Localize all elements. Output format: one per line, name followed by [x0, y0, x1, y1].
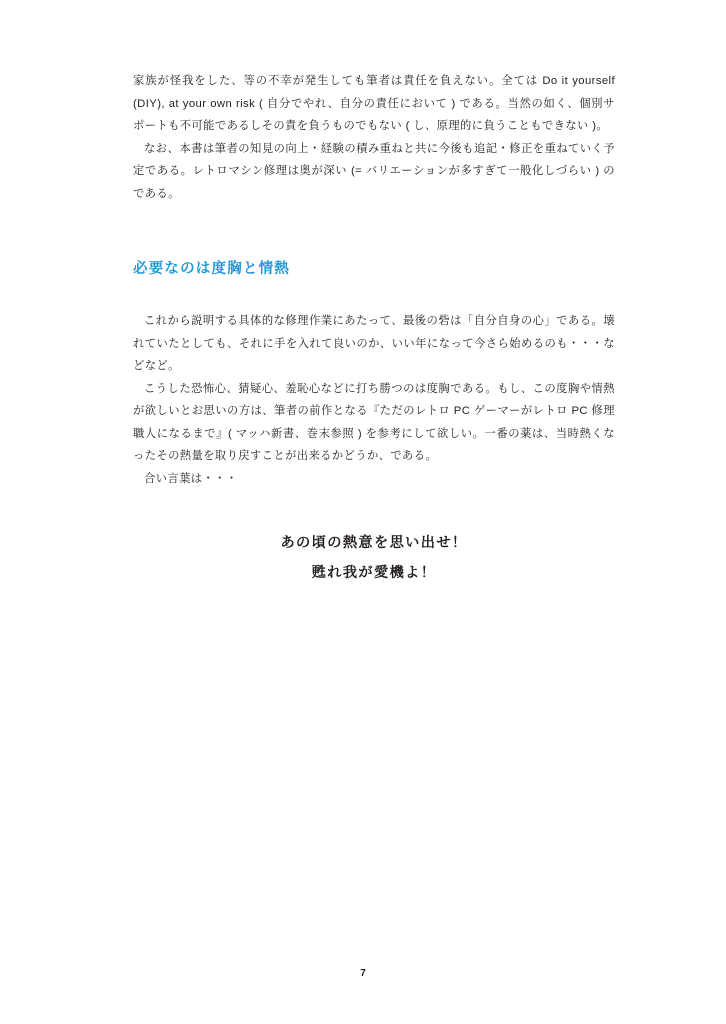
slogan-line-2: 甦れ我が愛機よ！	[311, 565, 437, 581]
paragraph-3: これから説明する具体的な修理作業にあたって、最後の砦は「自分自身の心」である。壊れていたとしても、それに手を入れて良いのか、いい年になって今さら始めるのも・・・などなど。	[133, 315, 615, 372]
paragraph-2: なお、本書は筆者の知見の向上・経験の積み重ねと共に今後も追記・修正を重ねていく予定である。レトロマシン修理は奥が深い (= バリエーションが多すぎて一般化しづらい ) のである。	[133, 142, 615, 200]
page-content	[133, 70, 615, 588]
paragraph-4: こうした恐怖心、猜疑心、羞恥心などに打ち勝つのは度胸である。もし、この度胸や情熱が欲しいとお思いの方は、筆者の前作となる『ただのレトロ PC ゲーマーがレトロ PC 修理職人になるまで』( マッハ新書、巻末参照 ) を参考にして欲しい。一番の薬は、当時熱くなったその熱量を取り戻すことが出来るかどうか、である。	[133, 382, 615, 462]
paragraph-5: 合い言葉は・・・	[144, 472, 238, 485]
page-number: 7	[360, 968, 366, 979]
section-spacer-top	[133, 205, 615, 257]
section-heading: 必要なのは度胸と情熱	[133, 261, 290, 277]
paragraph-1: 家族が怪我をした、等の不幸が発生しても筆者は責任を負えない。全ては Do it yourself (DIY), at your own risk ( 自分でやれ、自分の責任において ) である。当然の如く、個別サポートも不可能であるしその責を負うものでもない ( し、原理的に負うこともできない )。	[133, 75, 615, 132]
slogan-spacer	[133, 490, 615, 528]
slogan-line-1: あの頃の熱意を思い出せ！	[280, 535, 468, 551]
section-spacer-heading	[133, 278, 615, 310]
